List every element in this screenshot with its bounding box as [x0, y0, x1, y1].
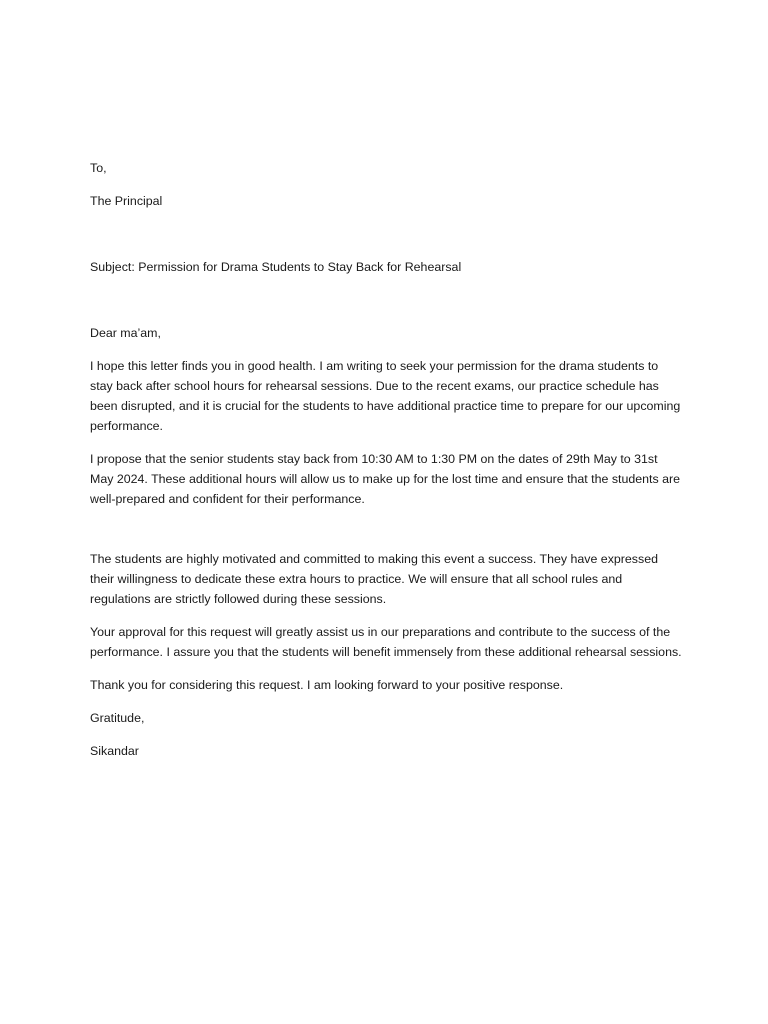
letter-to-line: To, — [90, 161, 107, 175]
letter-recipient: The Principal — [90, 194, 163, 208]
letter-paragraph: Thank you for considering this request. I am looking forward to your positive response. — [90, 678, 564, 692]
letter-body — [90, 158, 682, 761]
letter-closing: Gratitude, — [90, 711, 145, 725]
letter-salutation: Dear ma’am, — [90, 326, 161, 340]
letter-paragraph: Your approval for this request will greatly assist us in our preparations and contribute to the success of the performance. I assure you that the students will benefit immensely from these additional rehearsal sessions. — [90, 625, 682, 659]
letter-paragraph: The students are highly motivated and committed to making this event a success. They have expressed their willingness to dedicate these extra hours to practice. We will ensure that all school rules and regulations are strictly followed during these sessions. — [90, 552, 658, 606]
letter-paragraph: I propose that the senior students stay back from 10:30 AM to 1:30 PM on the dates of 29th May to 31st May 2024. These additional hours will allow us to make up for the lost time and ensure that the students are well-prepared and confident for their performance. — [90, 452, 681, 506]
letter-paragraph: I hope this letter finds you in good health. I am writing to seek your permission for the drama students to stay back after school hours for rehearsal sessions. Due to the recent exams, our practice schedule has been disrupted, and it is crucial for the students to have additional practice time to prepare for our upcoming performance. — [90, 359, 681, 433]
letter-signature: Sikandar — [90, 744, 139, 758]
letter-subject: Subject: Permission for Drama Students to Stay Back for Rehearsal — [90, 260, 462, 274]
